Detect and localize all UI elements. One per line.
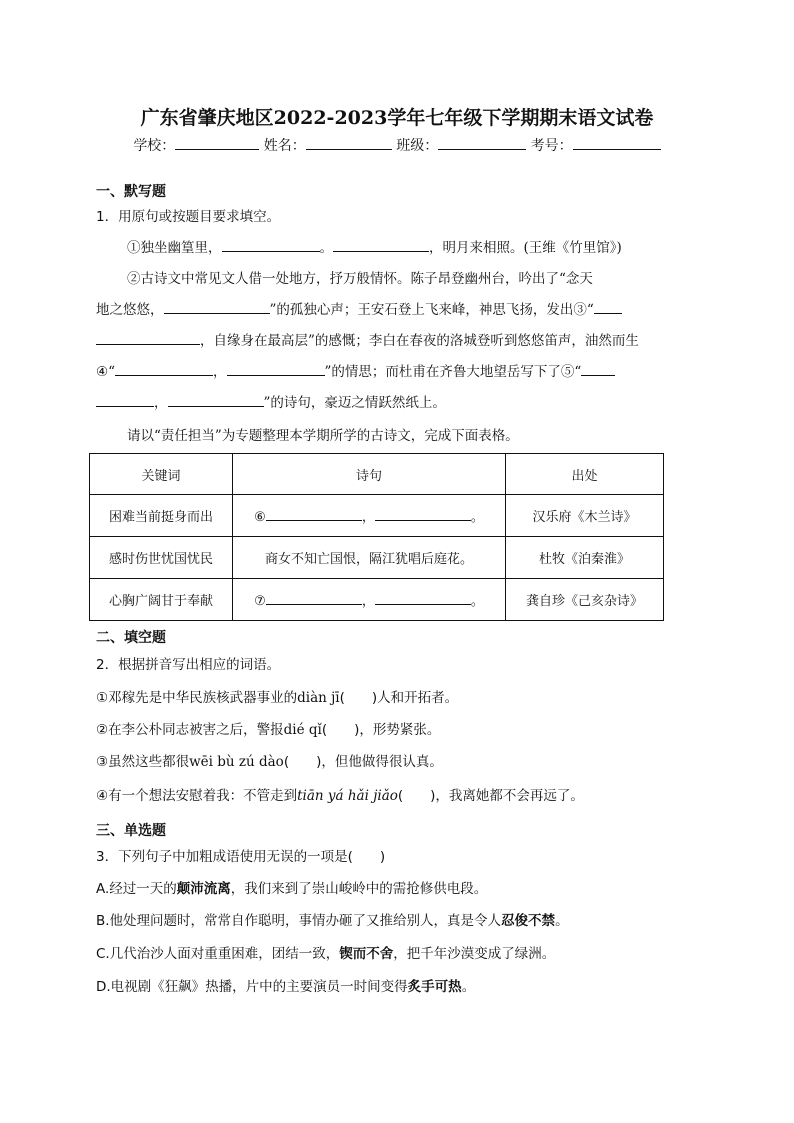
student-info-row: [0, 135, 794, 155]
table-cell-keyword: 心胸广阔甘于奉献: [90, 579, 233, 621]
table-header-cell: 关键词: [90, 454, 233, 495]
blank[interactable]: [115, 362, 213, 376]
q2-item-3: ③虽然这些都很wēi bù zú dào( )，但他做得很认真。: [96, 754, 443, 770]
blank[interactable]: [375, 507, 471, 521]
option-a[interactable]: A.经过一天的颠沛流离，我们来到了崇山峻岭中的需抢修供电段。: [96, 881, 488, 897]
table-cell-poem: ⑦ ， 。: [233, 579, 506, 621]
number-label: 考号：: [530, 138, 573, 154]
school-label: 学校：: [133, 138, 176, 154]
q1-line-4: ，自缘身在最高层”的感慨；李白在春夜的洛城登听到悠悠笛声，油然而生: [96, 329, 639, 349]
q1-line-1: ①独坐幽篁里， 。 ，明月来相照。(王维《竹里馆》): [127, 240, 622, 256]
table-cell-source: 杜牧《泊秦淮》: [506, 537, 664, 579]
table-header-cell: 出处: [506, 454, 664, 495]
school-field[interactable]: [175, 135, 259, 150]
class-field[interactable]: [438, 135, 526, 150]
table-row: [90, 537, 664, 579]
q1-line-2: ②古诗文中常见文人借一处地方，抒万般情怀。陈子昂登幽州台，吟出了“念天: [127, 271, 593, 287]
question-1-stem: 1．用原句或按题目要求填空。: [96, 209, 281, 225]
blank[interactable]: [96, 331, 200, 345]
q1-line-6: ， ”的诗句，豪迈之情跃然纸上。: [96, 391, 446, 411]
blank[interactable]: [164, 300, 270, 314]
table-cell-poem: ⑥ ， 。: [233, 495, 506, 537]
section-heading-single-choice: 三、单选题: [96, 823, 166, 839]
question-3-stem: 3．下列句子中加粗成语使用无误的一项是( ): [96, 849, 386, 865]
poetry-table: [89, 453, 664, 621]
q2-item-2: ②在李公朴同志被害之后，警报dié qǐ( )，形势紧张。: [96, 722, 441, 738]
q2-item-4: ④有一个想法安慰着我：不管走到tiān yá hǎi jiǎo( )，我离她都不会再远了。: [96, 788, 584, 804]
table-cell-poem: 商女不知亡国恨，隔江犹唱后庭花。: [233, 537, 506, 579]
page-title: 广东省肇庆地区2022-2023学年七年级下学期期末语文试卷: [140, 107, 654, 129]
blank[interactable]: [581, 362, 615, 376]
option-b[interactable]: B.他处理问题时，常常自作聪明，事情办砸了又推给别人，真是令人忍俊不禁。: [96, 913, 569, 929]
q1-line-5: ④“ ， ”的情思；而杜甫在齐鲁大地望岳写下了⑤“: [96, 360, 615, 380]
blank[interactable]: [222, 238, 320, 252]
q2-item-1: ①邓稼先是中华民族核武器事业的diàn jī( )人和开拓者。: [96, 690, 459, 706]
blank[interactable]: [594, 300, 622, 314]
q1-line-7: 请以“责任担当”为专题整理本学期所学的古诗文，完成下面表格。: [127, 428, 519, 444]
table-cell-source: 汉乐府《木兰诗》: [506, 495, 664, 537]
table-header-cell: 诗句: [233, 454, 506, 495]
blank[interactable]: [227, 362, 325, 376]
section-heading-fill-in: 二、填空题: [96, 630, 166, 646]
class-label: 班级：: [396, 138, 439, 154]
name-label: 姓名：: [263, 138, 306, 154]
number-field[interactable]: [573, 135, 661, 150]
blank[interactable]: [375, 591, 471, 605]
table-header-row: [90, 454, 664, 495]
blank[interactable]: [266, 591, 362, 605]
table-cell-source: 龚自珍《己亥杂诗》: [506, 579, 664, 621]
table-cell-keyword: 感时伤世忧国忧民: [90, 537, 233, 579]
table-row: [90, 495, 664, 537]
blank[interactable]: [333, 238, 429, 252]
table-cell-keyword: 困难当前挺身而出: [90, 495, 233, 537]
q1-line-3: 地之悠悠， ”的孤独心声；王安石登上飞来峰，神思飞扬，发出③“: [96, 298, 622, 318]
option-c[interactable]: C.几代治沙人面对重重困难，团结一致，锲而不舍，把千年沙漠变成了绿洲。: [96, 946, 556, 962]
blank[interactable]: [168, 393, 264, 407]
option-d[interactable]: D.电视剧《狂飙》热播，片中的主要演员一时间变得炙手可热。: [96, 979, 476, 995]
table-row: [90, 579, 664, 621]
question-2-stem: 2．根据拼音写出相应的词语。: [96, 657, 281, 673]
section-heading-dictation: 一、默写题: [96, 184, 166, 200]
name-field[interactable]: [306, 135, 392, 150]
blank[interactable]: [96, 393, 154, 407]
blank[interactable]: [266, 507, 362, 521]
